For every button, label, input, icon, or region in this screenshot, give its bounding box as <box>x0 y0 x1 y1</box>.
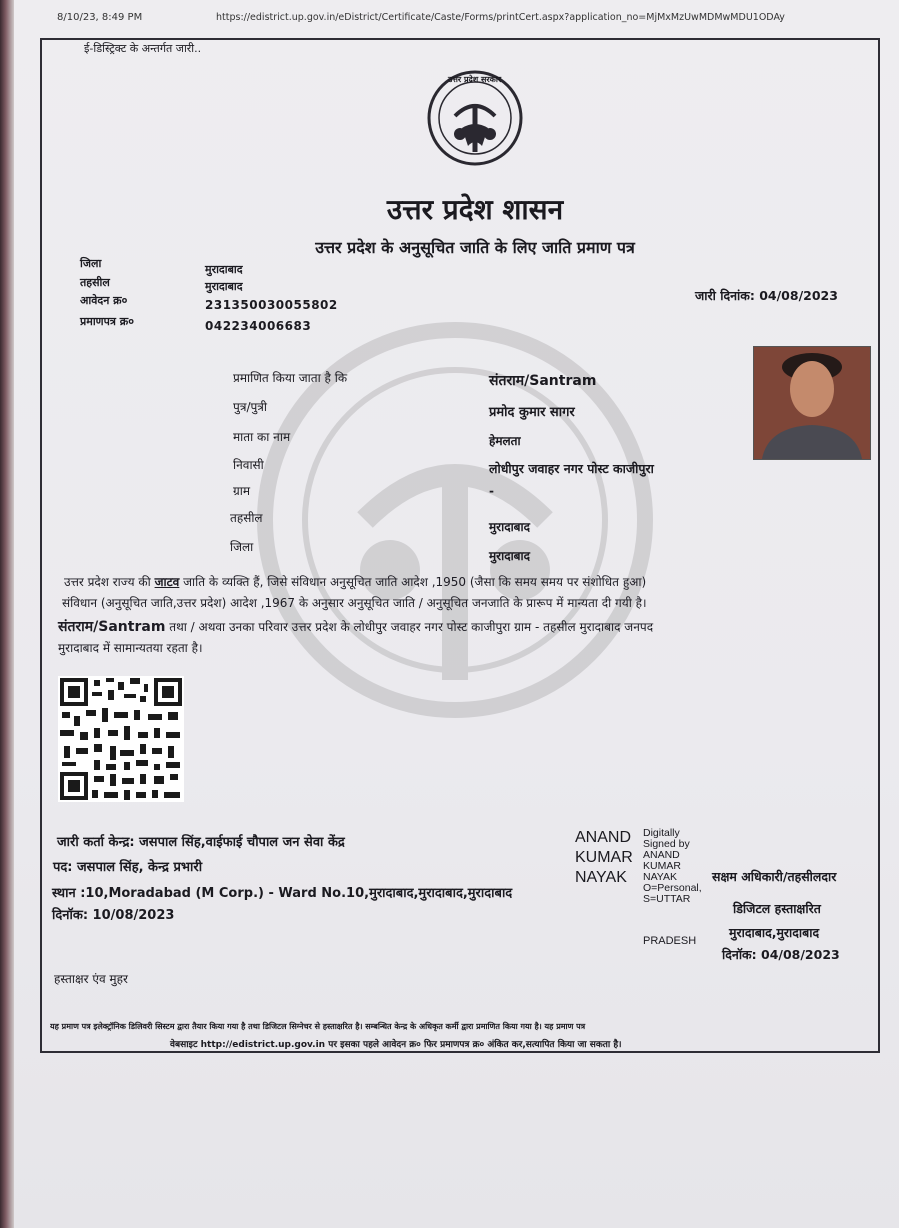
detail-value-tehsil: मुरादाबाद <box>489 520 531 534</box>
government-title: उत्तर प्रदेश शासन <box>386 193 564 226</box>
declaration-person-name: संतराम/Santram <box>58 619 166 635</box>
person-icon <box>754 347 870 459</box>
authority-digital-sign: डिजिटल हस्ताक्षरित <box>733 901 821 916</box>
detail-label-district: जिला <box>230 540 254 554</box>
detail-value-district: मुरादाबाद <box>489 549 531 563</box>
detail-label-certified: प्रमाणित किया जाता है कि <box>233 371 348 385</box>
detail-label-father: पुत्र/पुत्री <box>233 400 268 414</box>
certificate-title: उत्तर प्रदेश के अनुसूचित जाति के लिए जाति प्रमाण पत्र <box>315 238 635 257</box>
sig-line-3: ANAND <box>643 849 680 861</box>
declaration-rest: जाति के व्यक्ति हैं, जिसे संविधान अनुसूचित जाति आदेश ,1950 (जैसा कि समय समय पर संशोधित हुआ) <box>183 575 647 589</box>
tehsil-value: मुरादाबाद <box>205 280 243 293</box>
declaration-residence: तथा / अथवा उनका परिवार उत्तर प्रदेश के लोधीपुर जवाहर नगर पोस्ट काजीपुरा ग्राम - तहसील मुरादाबाद जनपद <box>169 620 654 634</box>
signer-name-large <box>575 828 633 888</box>
issuer-place: स्थान :10,Moradabad (M Corp.) - Ward No.10,मुरादाबाद,मुरादाबाद,मुरादाबाद <box>52 886 513 901</box>
declaration-line-4: मुरादाबाद में सामान्यतया रहता है। <box>58 641 203 655</box>
issuer-date: दिनॉक: 10/08/2023 <box>52 908 175 923</box>
sig-line-1: Digitally <box>643 827 680 839</box>
issued-under-note: ई-डिस्ट्रिक्ट के अन्तर्गत जारी.. <box>84 42 202 55</box>
issue-date: जारी दिनांक: 04/08/2023 <box>695 288 838 303</box>
signer-name-line-3: NAYAK <box>575 869 627 886</box>
application-number: 231350030055802 <box>205 298 338 312</box>
sig-line-5: NAYAK <box>643 871 678 883</box>
applicant-photo <box>753 346 871 460</box>
detail-value-mother: हेमलता <box>489 434 521 448</box>
authority-place: मुरादाबाद,मुरादाबाद <box>729 925 820 940</box>
sig-line-8: PRADESH <box>643 935 697 947</box>
print-url: https://edistrict.up.gov.in/eDistrict/Certificate/Caste/Forms/printCert.aspx?application_no=MjMxMzUwMDMwMDU1ODAy <box>216 12 785 23</box>
detail-value-father: प्रमोद कुमार सागर <box>489 405 575 420</box>
issuing-center: जारी कर्ता केन्द्र: जसपाल सिंह,वाईफाई चौपाल जन सेवा केंद्र <box>57 835 345 850</box>
district-value: मुरादाबाद <box>205 263 243 276</box>
application-label: आवेदन क्र० <box>80 294 128 307</box>
signature-details <box>643 828 702 905</box>
sig-line-6: O=Personal, <box>643 882 702 894</box>
page-edge <box>0 0 14 1228</box>
detail-value-resident: लोधीपुर जवाहर नगर पोस्ट काजीपुरा <box>489 461 654 476</box>
detail-label-village: ग्राम <box>233 484 251 498</box>
detail-value-name: संतराम/Santram <box>489 373 597 389</box>
district-label: जिला <box>80 257 102 270</box>
detail-value-village: - <box>489 484 494 498</box>
signer-name-line-1: ANAND <box>575 829 632 846</box>
sig-line-7: S=UTTAR <box>643 893 691 905</box>
certificate-label: प्रमाणपत्र क्र० <box>80 315 134 328</box>
footer-note-2: वेबसाइट http://edistrict.up.gov.in पर इसका पहले आवेदन क्र० फिर प्रमाणपत्र क्र० अंकित कर,सत्यापित किया जा सकता है। <box>170 1040 622 1050</box>
emblem-caption: उत्तर प्रदेश सरकार <box>448 75 502 84</box>
declaration-state: उत्तर प्रदेश राज्य की <box>64 575 151 589</box>
signer-name-line-2: KUMAR <box>575 849 633 866</box>
sig-line-4: KUMAR <box>643 860 681 872</box>
declaration-line-2: संविधान (अनुसूचित जाति,उत्तर प्रदेश) आदेश ,1967 के अनुसार अनुसूचित जाति / अनुसूचित जनजाति के प्रारूप में मान्यता दी गयी है। <box>62 596 647 610</box>
qr-code <box>58 676 184 802</box>
certificate-number: 042234006683 <box>205 319 312 333</box>
authority-title: सक्षम अधिकारी/तहसीलदार <box>712 869 837 884</box>
declaration-line-3 <box>58 617 873 638</box>
signature-seal-label: हस्ताक्षर एंव मुहर <box>54 972 128 986</box>
caste-name: जाटव <box>154 575 180 589</box>
detail-label-tehsil: तहसील <box>230 511 263 525</box>
declaration-line-1 <box>64 572 879 593</box>
print-timestamp: 8/10/23, 8:49 PM <box>57 12 143 23</box>
issuer-post: पद: जसपाल सिंह, केन्द्र प्रभारी <box>53 860 203 875</box>
authority-date: दिनॉक: 04/08/2023 <box>722 947 840 962</box>
sig-line-2: Signed by <box>643 838 690 850</box>
detail-label-mother: माता का नाम <box>233 430 291 444</box>
detail-label-resident: निवासी <box>233 458 264 472</box>
tehsil-label: तहसील <box>80 276 110 289</box>
footer-note-1: यह प्रमाण पत्र इलेक्ट्रॉनिक डिलिवरी सिस्टम द्वारा तैयार किया गया है तथा डिजिटल सिग्नेचर से हस्ताक्षरित है। सम्बन्धित केन्द्र के अधिकृत कर्मी द्वारा प्रमाणित किया गया है। यह प्रमाण पत्र <box>50 1022 586 1031</box>
